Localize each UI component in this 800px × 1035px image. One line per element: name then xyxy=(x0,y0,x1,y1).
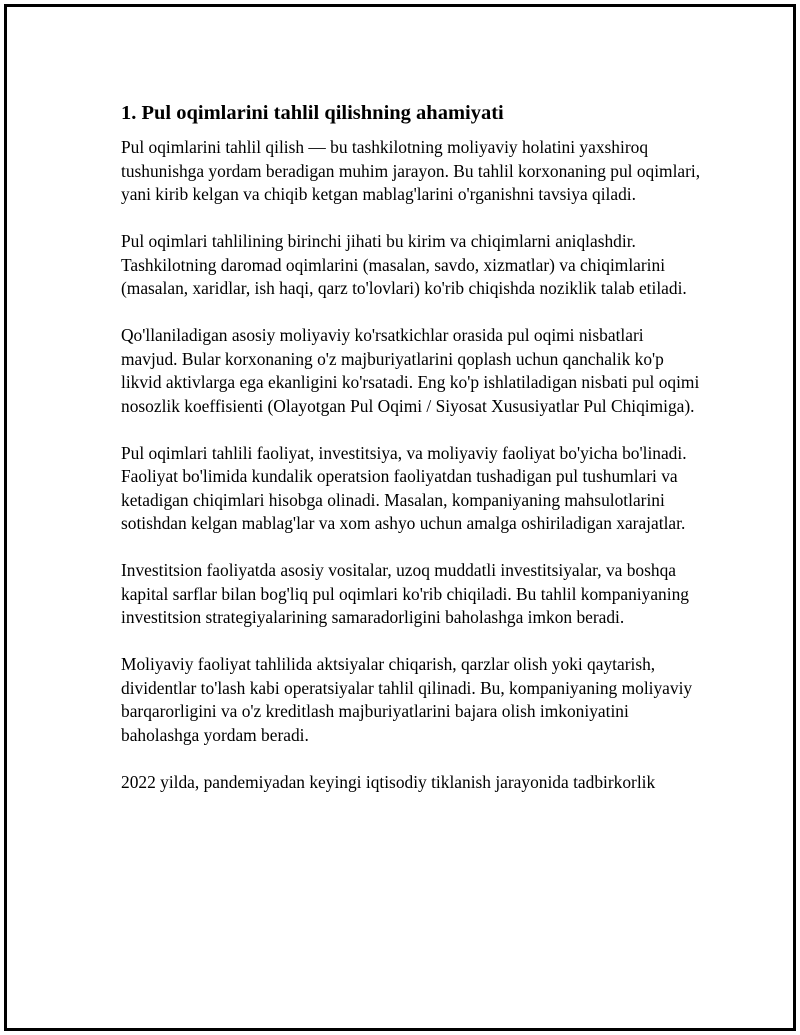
paragraph-investing-activity: Investitsion faoliyatda asosiy vositalar, uzoq muddatli investitsiyalar, va boshqa kapital sarflar bilan bog'liq pul oqimlari ko'rib chiqiladi. Bu tahlil kompaniyaning investitsion strategiyalarining samaradorligini baholashga imkon beradi. xyxy=(121,560,689,627)
document-page xyxy=(4,4,796,1031)
paragraph-2022-partial: 2022 yilda, pandemiyadan keyingi iqtisodiy tiklanish jarayonida tadbirkorlik xyxy=(121,771,656,792)
paragraph-inflows-outflows: Pul oqimlari tahlilining birinchi jihati bu kirim va chiqimlarni aniqlashdir. Tashkilotning daromad oqimlarini (masalan, savdo, xizmatlar) va chiqimlarini (masalan, xaridlar, ish haqi, qarz to'lovlari) ko'rib chiqishda noziklik talab etiladi. xyxy=(121,231,687,298)
paragraph-intro: Pul oqimlarini tahlil qilish — bu tashkilotning moliyaviy holatini yaxshiroq tushunishga yordam beradigan muhim jarayon. Bu tahlil korxonaning pul oqimlari, yani kirib kelgan va chiqib ketgan mablag'larini o'rganishni tavsiya qiladi. xyxy=(121,137,701,204)
paragraph-financing-activity: Moliyaviy faoliyat tahlilida aktsiyalar chiqarish, qarzlar olish yoki qaytarish, dividentlar to'lash kabi operatsiyalar tahlil qilinadi. Bu, kompaniyaning moliyaviy barqarorligini va o'z kreditlash majburiyatlarini bajara olish imkoniyatini baholashga yordam beradi. xyxy=(121,654,693,745)
paragraph-operating-activity: Pul oqimlari tahlili faoliyat, investitsiya, va moliyaviy faoliyat bo'yicha bo'linadi. Faoliyat bo'limida kundalik operatsion faoliyatdan tushadigan pul tushumlari va ketadigan chiqimlari hisobga olinadi. Masalan, kompaniyaning mahsulotlarini sotishdan kelgan mablag'lar va xom ashyo uchun amalga oshiriladigan xarajatlar. xyxy=(121,442,687,533)
section-heading: 1. Pul oqimlarini tahlil qilishning ahamiyati xyxy=(121,102,504,124)
paragraph-ratios: Qo'llaniladigan asosiy moliyaviy ko'rsatkichlar orasida pul oqimi nisbatlari mavjud. Bular korxonaning o'z majburiyatlarini qoplash uchun qanchalik ko'p likvid aktivlarga ega ekanligini ko'rsatadi. Eng ko'p ishlatiladigan nisbati pul oqimi nosozlik koeffisienti (Olayotgan Pul Oqimi / Siyosat Xususiyatlar Pul Chiqimiga). xyxy=(121,325,700,416)
document-content xyxy=(121,99,701,818)
